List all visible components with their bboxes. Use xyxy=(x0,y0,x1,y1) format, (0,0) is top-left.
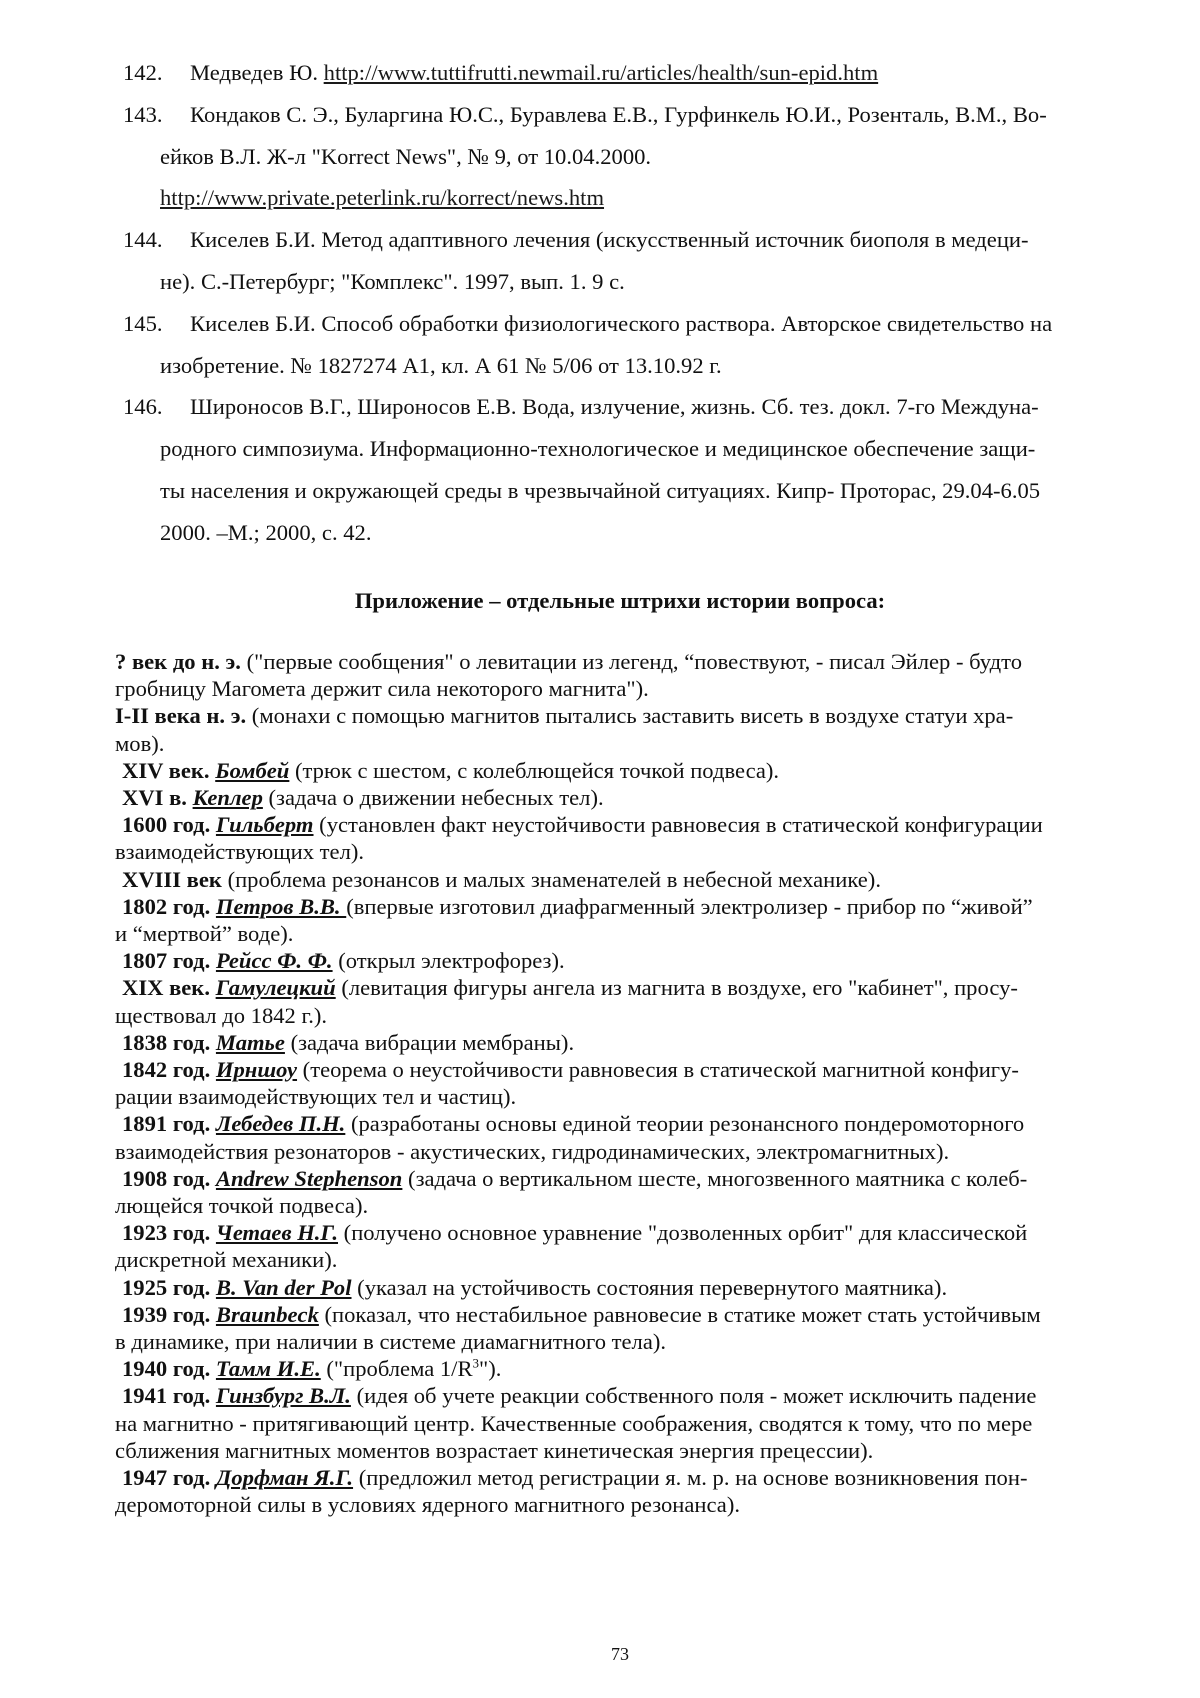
timeline-period: 1923 год. xyxy=(122,1220,211,1246)
timeline-period: I-II века н. э. xyxy=(115,703,247,729)
timeline-description: (указал на устойчивость состояния перевернутого маятника). xyxy=(351,1274,948,1300)
timeline-entry xyxy=(115,1274,1127,1301)
reference-line: Кондаков С. Э., Буларгина Ю.С., Буравлева Е.В., Гурфинкель Ю.И., Розенталь, В.М., Во- xyxy=(190,101,1047,127)
timeline-period: XIX век. xyxy=(122,975,210,1001)
timeline-entry xyxy=(115,811,1127,865)
reference-number: 146. xyxy=(123,394,163,420)
timeline-person-link[interactable]: Гамулецкий xyxy=(215,975,336,1001)
timeline-line xyxy=(122,1029,1127,1056)
timeline-line xyxy=(122,1110,1127,1137)
timeline-entry xyxy=(115,1165,1127,1219)
timeline-line xyxy=(122,974,1127,1001)
reference-line: родного симпозиума. Информационно-технологическое и медицинское обеспечение защи- xyxy=(160,436,1036,462)
timeline-description: (установлен факт неустойчивости равновесия в статической конфигурации xyxy=(313,812,1043,838)
timeline-period: 1941 год. xyxy=(122,1383,211,1409)
timeline-entry xyxy=(115,866,1127,893)
reference-line: 2000. –М.; 2000, с. 42. xyxy=(160,519,372,545)
timeline-person-link[interactable]: Матье xyxy=(215,1029,285,1055)
timeline-period: 1838 год. xyxy=(122,1029,211,1055)
timeline-description: (трюк с шестом, с колеблющейся точкой подвеса). xyxy=(289,757,780,783)
timeline-period: 1925 год. xyxy=(122,1274,211,1300)
timeline-period: 1807 год. xyxy=(122,948,211,974)
timeline-person-link[interactable]: Лебедев П.Н. xyxy=(215,1111,346,1137)
timeline-period: 1600 год. xyxy=(122,812,211,838)
timeline-entry xyxy=(115,974,1127,1028)
timeline-person-link[interactable]: Тамм И.Е. xyxy=(215,1356,321,1382)
reference-text xyxy=(160,219,1123,303)
timeline-person-link[interactable]: Гильберт xyxy=(215,812,314,838)
timeline-entry xyxy=(115,1301,1127,1355)
timeline-period: 1802 год. xyxy=(122,893,211,919)
page-number: 73 xyxy=(611,1644,629,1664)
timeline-line xyxy=(122,811,1127,838)
timeline-description: "). xyxy=(479,1356,502,1382)
reference-item xyxy=(123,52,1123,94)
reference-number: 145. xyxy=(123,310,163,336)
reference-line: ты населения и окружающей среды в чрезвычайной ситуациях. Кипр- Проторас, 29.04-6.05 xyxy=(160,477,1041,503)
timeline-person-link[interactable]: Кеплер xyxy=(192,785,263,811)
timeline-person-link[interactable]: Бомбей xyxy=(215,757,290,783)
timeline-entry xyxy=(115,1355,1127,1382)
timeline-line xyxy=(122,866,1127,893)
timeline-person-link[interactable]: Ирншоу xyxy=(215,1057,298,1083)
timeline-description: (получено основное уравнение "дозволенных орбит" для классической xyxy=(338,1220,1028,1246)
reference-line: Медведев Ю. xyxy=(190,60,324,85)
timeline-description: ("первые сообщения" о левитации из легенд, “повествуют, - писал Эйлер - будто xyxy=(240,649,1023,674)
timeline-line xyxy=(122,1056,1127,1083)
timeline-line xyxy=(122,784,1127,811)
timeline-period: 1947 год. xyxy=(122,1465,211,1491)
reference-item xyxy=(123,303,1123,387)
reference-text xyxy=(160,386,1123,553)
timeline-line xyxy=(122,1301,1127,1328)
reference-number: 143. xyxy=(123,101,163,127)
timeline-entry xyxy=(115,947,1127,974)
history-timeline xyxy=(115,648,1127,1519)
timeline-description: (монахи с помощью магнитов пытались заставить висеть в воздухе статуи хра- xyxy=(246,703,1014,729)
reference-line: Широносов В.Г., Широносов Е.В. Вода, излучение, жизнь. Сб. тез. докл. 7-го Междуна- xyxy=(190,394,1039,420)
timeline-description: (идея об учете реакции собственного поля - может исключить падение xyxy=(350,1383,1037,1409)
timeline-period: XVI в. xyxy=(122,785,187,811)
timeline-entry xyxy=(115,893,1127,947)
timeline-entry xyxy=(115,1029,1127,1056)
reference-link[interactable]: http://www.private.peterlink.ru/korrect/news.htm xyxy=(160,185,605,211)
timeline-period: 1939 год. xyxy=(122,1301,211,1327)
timeline-entry xyxy=(115,1219,1127,1273)
timeline-description: (показал, что нестабильное равновесие в статике может стать устойчивым xyxy=(318,1301,1041,1327)
timeline-description: (задача о движении небесных тел). xyxy=(262,785,604,811)
timeline-description: (левитация фигуры ангела из магнита в воздухе, его "кабинет", просу- xyxy=(335,975,1018,1001)
reference-item xyxy=(123,219,1123,303)
timeline-line: в динамике, при наличии в системе диамагнитного тела). xyxy=(115,1329,667,1355)
superscript: 3 xyxy=(472,1355,480,1371)
timeline-entry xyxy=(115,1056,1127,1110)
timeline-line xyxy=(122,1219,1127,1246)
reference-line: Киселев Б.И. Метод адаптивного лечения (искусственный источник биополя в медеци- xyxy=(190,227,1029,253)
timeline-person-link[interactable]: B. Van der Pol xyxy=(215,1274,352,1300)
reference-line: ейков В.Л. Ж-л "Korrect News", № 9, от 10.04.2000. xyxy=(160,143,652,169)
reference-text xyxy=(160,52,1123,94)
timeline-description: (открыл электрофорез). xyxy=(332,948,565,974)
timeline-description: (проблема резонансов и малых знаменателей в небесной механике). xyxy=(221,866,881,892)
timeline-line: на магнитно - притягивающий центр. Качественные соображения, сводятся к тому, что по мере xyxy=(115,1410,1033,1436)
reference-item xyxy=(123,94,1123,219)
timeline-person-link[interactable]: Четаев Н.Г. xyxy=(215,1220,339,1246)
timeline-period: XIV век. xyxy=(122,757,210,783)
timeline-line: гробницу Магомета держит сила некоторого магнита"). xyxy=(115,676,649,702)
timeline-line xyxy=(115,648,1127,675)
timeline-person-link[interactable]: Дорфман Я.Г. xyxy=(215,1465,354,1491)
timeline-person-link[interactable]: Петров В.В. xyxy=(215,893,347,919)
timeline-person-link[interactable]: Гинзбург В.Л. xyxy=(215,1383,351,1409)
timeline-line: дискретной механики). xyxy=(115,1247,338,1273)
timeline-description: (задача вибрации мембраны). xyxy=(284,1029,575,1055)
timeline-line xyxy=(122,947,1127,974)
timeline-line: взаимодействующих тел). xyxy=(115,839,365,865)
timeline-entry xyxy=(115,1464,1127,1518)
timeline-line xyxy=(122,1274,1127,1301)
timeline-line: и “мертвой” воде). xyxy=(115,921,294,947)
reference-text xyxy=(160,94,1123,219)
timeline-period: 1940 год. xyxy=(122,1356,211,1382)
reference-line xyxy=(160,177,1123,219)
timeline-line: лющейся точкой подвеса). xyxy=(115,1193,369,1219)
timeline-line: сближения магнитных моментов возрастает кинетическая энергия прецессии). xyxy=(115,1437,874,1463)
timeline-period: 1908 год. xyxy=(122,1165,211,1191)
timeline-line: рации взаимодействующих тел и частиц). xyxy=(115,1084,517,1110)
timeline-description: (предложил метод регистрации я. м. р. на основе возникновения пон- xyxy=(353,1465,1028,1491)
timeline-entry xyxy=(115,1110,1127,1164)
timeline-line: взаимодействия резонаторов - акустических, гидродинамических, электромагнитных). xyxy=(115,1138,950,1164)
timeline-period: XVIII век xyxy=(122,866,222,892)
reference-link[interactable]: http://www.tuttifrutti.newmail.ru/articles/health/sun-epid.htm xyxy=(323,60,879,85)
reference-list xyxy=(123,52,1123,554)
timeline-person-link[interactable]: Рейсс Ф. Ф. xyxy=(215,948,333,974)
timeline-entry xyxy=(115,702,1127,756)
appendix-heading: Приложение – отдельные штрихи истории вопроса: xyxy=(354,588,886,613)
timeline-description: ("проблема 1/R xyxy=(320,1356,473,1382)
timeline-line: ществовал до 1842 г.). xyxy=(115,1002,328,1028)
timeline-line: мов). xyxy=(115,730,165,756)
timeline-line xyxy=(122,1382,1127,1409)
timeline-description: (задача о вертикальном шесте, многозвенного маятника с колеб- xyxy=(402,1165,1028,1191)
timeline-person-link[interactable]: Braunbeck xyxy=(215,1301,319,1327)
reference-text xyxy=(160,303,1123,387)
timeline-entry xyxy=(115,784,1127,811)
timeline-person-link[interactable]: Andrew Stephenson xyxy=(215,1165,403,1191)
timeline-line xyxy=(115,702,1127,729)
reference-number: 142. xyxy=(123,60,163,85)
timeline-line xyxy=(122,1355,1127,1382)
timeline-description: (впервые изготовил диафрагменный электролизер - прибор по “живой” xyxy=(346,893,1033,919)
timeline-period: 1842 год. xyxy=(122,1057,211,1083)
reference-number: 144. xyxy=(123,227,163,253)
timeline-entry xyxy=(115,757,1127,784)
timeline-period: 1891 год. xyxy=(122,1111,211,1137)
timeline-description: (разработаны основы единой теории резонансного пондеромоторного xyxy=(345,1111,1025,1137)
reference-line: не). С.-Петербург; "Комплекс". 1997, вып. 1. 9 с. xyxy=(160,268,625,294)
timeline-line xyxy=(122,893,1127,920)
timeline-line: деромоторной силы в условиях ядерного магнитного резонанса). xyxy=(115,1492,741,1518)
timeline-line xyxy=(122,1464,1127,1491)
timeline-line xyxy=(122,757,1127,784)
timeline-entry xyxy=(115,648,1127,702)
reference-item xyxy=(123,386,1123,553)
timeline-entry xyxy=(115,1382,1127,1464)
reference-line: изобретение. № 1827274 А1, кл. А 61 № 5/06 от 13.10.92 г. xyxy=(160,352,722,378)
timeline-period: ? век до н. э. xyxy=(115,649,241,674)
timeline-line xyxy=(122,1165,1127,1192)
timeline-description: (теорема о неустойчивости равновесия в статической магнитной конфигу- xyxy=(297,1057,1019,1083)
reference-line: Киселев Б.И. Способ обработки физиологического раствора. Авторское свидетельство на xyxy=(190,310,1053,336)
